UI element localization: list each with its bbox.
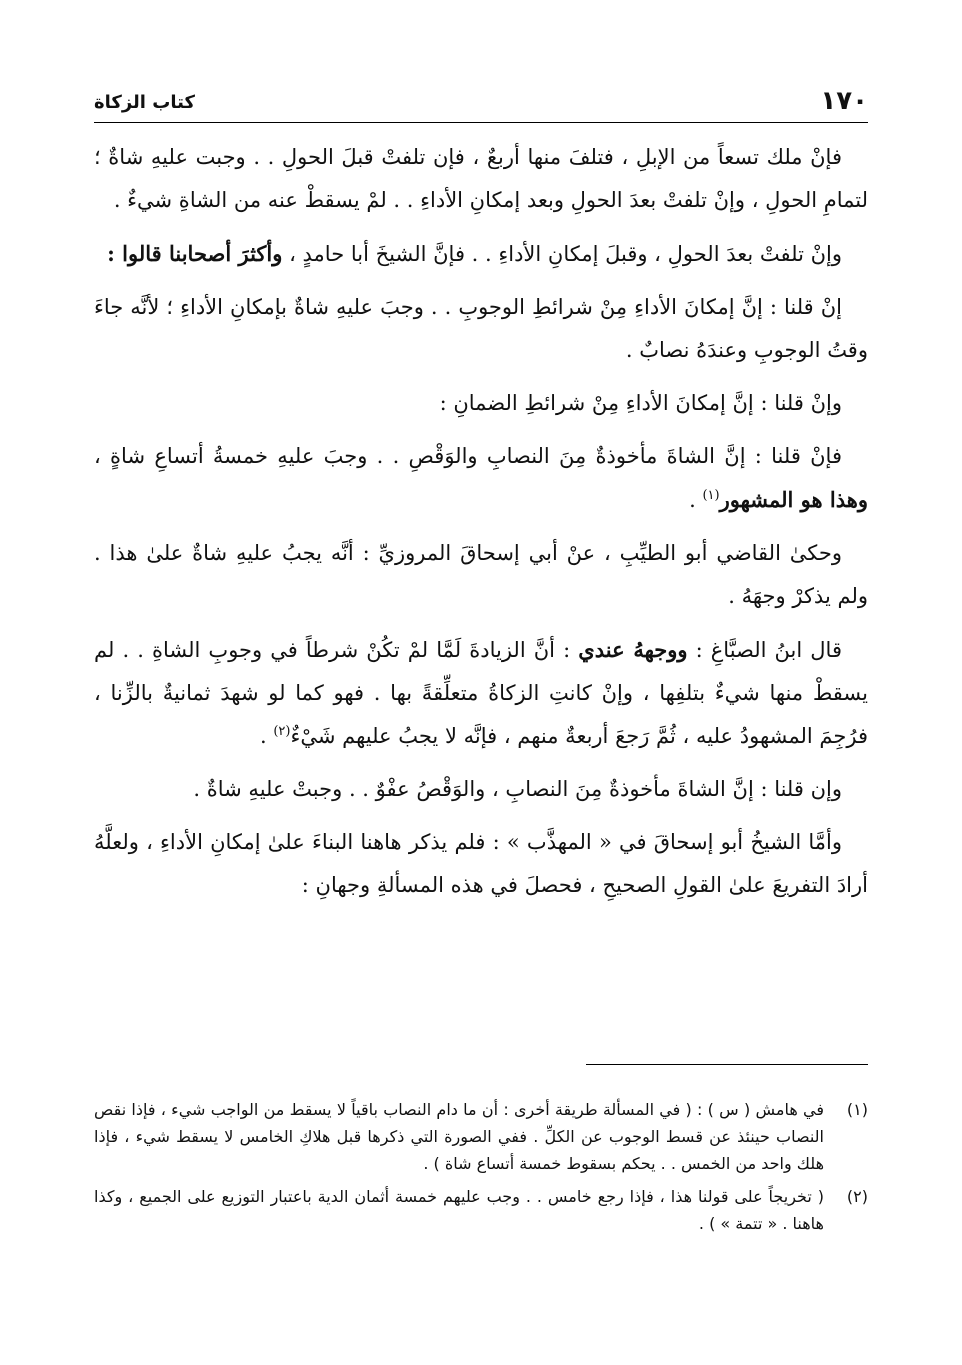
- page-number: ١٧٠: [820, 86, 868, 116]
- paragraph-text: وحكىٰ القاضي أبو الطيِّبِ ، عنْ أبي إسحاقَ المروزيِّ : أنَّه يجبُ عليهِ شاةٌ علىٰ هذا . ولم يذكرْ وجهَهُ .: [94, 541, 868, 608]
- bold-phrase: ووجههُ عندي: [578, 637, 688, 662]
- footnote: [94, 1096, 868, 1177]
- bold-phrase: وهذا هو المشهور: [719, 487, 868, 512]
- paragraph-text: .: [689, 488, 703, 512]
- paragraph-text: قال ابنُ الصبَّاغِ :: [687, 638, 842, 662]
- paragraph: [94, 821, 868, 907]
- paragraph-text: : أنَّ الزيادةَ لَمَّا لمْ تكُنْ شرطاً في وجوبِ الشاةِ . . لم يسقطْ منها شيءٌ بتلفِها ، وإنْ كانتِ الزكاةُ متعلِّقةً بها . فهو كما لو شهدَ ثمانيةٌ بالزِّنا ، فرُجِمَ المشهودُ عليه ، ثُمَّ رَجعَ أربعةٌ منهم ، فإنَّه لا يجبُ عليهم شَيْءٌ: [94, 638, 868, 748]
- footnote-text: في هامش ( س ) : ( في المسألة طريقة أخرى : أن ما دام النصاب باقياً لا يسقط من الواجب شيء ، فإذا نقص النصاب حينئذ عن قسط الوجوب عن الكلِّ . ففي الصورة التي ذكرها قبل هلاكِ الخامس لا يسقط شيء ، فإذا هلك واحد من الخمس . . يحكم بسقوط خمسة أتساع شاة ) .: [94, 1100, 824, 1173]
- paragraph: [94, 628, 868, 758]
- footnote-text: ( تخريجاً على قولنا هذا ، فإذا رجع خامس . . وجب عليهم خمسة أثمان الدية باعتبار التوزيع على الجميع ، وكذا هاهنا . « تتمة » ) .: [94, 1187, 824, 1233]
- paragraph-text: فإنْ قلنا : إنَّ الشاةَ مأخوذةٌ مِنَ النصابِ والوَقْصِ . . وجبَ عليهِ خمسةُ أتساعِ شاةٍ ،: [94, 444, 842, 468]
- footnote-number: (٢): [846, 1187, 868, 1206]
- paragraph-text: وأمَّا الشيخُ أبو إسحاقَ في « المهذَّب » : فلم يذكر هاهنا البناءَ علىٰ إمكانِ الأداءِ ، ولعلَّهُ أرادَ التفريعَ علىٰ القولِ الصحيحِ ، فحصلَ في هذه المسألةِ وجهانِ :: [94, 830, 868, 897]
- footnote-marker[interactable]: (٢): [273, 724, 291, 739]
- paragraph: [94, 768, 868, 811]
- paragraph: [94, 435, 868, 522]
- paragraph: [94, 286, 868, 372]
- paragraph-text: فإنْ ملك تسعاً من الإبلِ ، فتلفَ منها أربعٌ ، فإن تلفتْ قبلَ الحولِ . . وجبت عليهِ شاةٌ ؛ لتمامِ الحولِ ، وإنْ تلفتْ بعدَ الحولِ وبعد إمكانِ الأداءِ . . لمْ يسقطْ عنه من الشاةِ شيءٌ .: [94, 145, 868, 212]
- bold-phrase: وأكثرَ أصحابنا قالوا :: [107, 241, 283, 266]
- footnote: [94, 1183, 868, 1237]
- paragraph: [94, 532, 868, 618]
- paragraph-text: وإن قلنا : إنَّ الشاةَ مأخوذةٌ مِنَ النصابِ ، والوَقْصُ عفْوٌ . . وجبتْ عليهِ شاةٌ .: [193, 777, 842, 801]
- paragraph-text: .: [259, 724, 274, 748]
- paragraph: [94, 136, 868, 222]
- page-header: [94, 86, 868, 123]
- paragraph: [94, 232, 868, 276]
- footnote-marker[interactable]: (١): [702, 488, 720, 503]
- paragraph: [94, 382, 868, 425]
- main-text: [94, 136, 868, 917]
- paragraph-text: وإنْ تلفتْ بعدَ الحولِ ، وقبلَ إمكانِ الأداءِ . . فإنَّ الشيخَ أبا حامدٍ ،: [282, 242, 842, 266]
- running-title: كتاب الزكاة: [94, 92, 195, 113]
- footnote-number: (١): [846, 1100, 868, 1119]
- paragraph-text: إنْ قلنا : إنَّ إمكانَ الأداءِ مِنْ شرائطِ الوجوبِ . . وجبَ عليهِ شاةٌ بإمكانِ الأداءِ ؛ لأنَّه جاءَ وقتُ الوجوبِ وعندَهُ نصابٌ .: [94, 295, 868, 362]
- footnotes: [94, 1096, 868, 1243]
- paragraph-text: وإنْ قلنا : إنَّ إمكانَ الأداءِ مِنْ شرائطِ الضمانِ :: [439, 391, 842, 415]
- footnote-separator: [586, 1064, 868, 1065]
